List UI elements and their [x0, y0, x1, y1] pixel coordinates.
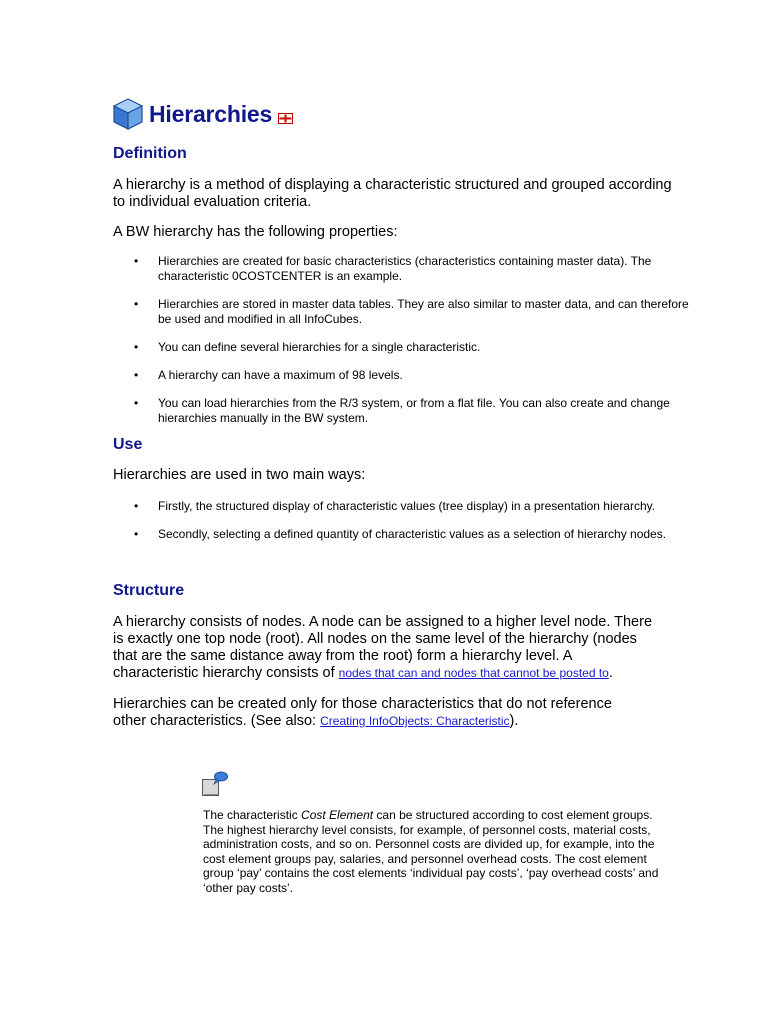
list-item: • Firstly, the structured display of characteristic values (tree display) in a presentation hierarchy. [134, 499, 656, 513]
use-paragraph: Hierarchies are used in two main ways: [113, 467, 366, 483]
note-icon [201, 770, 229, 798]
cube-icon [112, 97, 144, 131]
list-item: • Hierarchies are created for basic characteristics (characteristics containing master data). The characteristic 0COSTCENTER is an example. [134, 254, 652, 283]
section-heading-definition: Definition [113, 145, 187, 162]
properties-list [113, 254, 693, 439]
list-item: • A hierarchy can have a maximum of 98 levels. [134, 368, 403, 382]
list-item: • Hierarchies are stored in master data tables. They are also similar to master data, and can therefore be used and modified in all InfoCubes. [134, 297, 689, 326]
nodes-posting-link[interactable]: nodes that can and nodes that cannot be posted to [338, 666, 609, 680]
list-item: • Secondly, selecting a defined quantity of characteristic values as a selection of hierarchy nodes. [134, 527, 667, 541]
page-title: Hierarchies [149, 100, 273, 127]
definition-paragraph: A hierarchy is a method of displaying a characteristic structured and grouped according to individual evaluation criteria. [113, 177, 672, 210]
structure-paragraph-1: A hierarchy consists of nodes. A node can be assigned to a higher level node. There is exactly one top node (root). All nodes on the same level of the hierarchy (nodes that are the same distance away from the root) form a hierarchy level. A characteristic hierarchy consists of nodes that can and nodes that cannot be posted to. [113, 614, 653, 681]
section-heading-use: Use [113, 436, 143, 453]
use-list [113, 499, 693, 555]
list-item: • You can load hierarchies from the R/3 system, or from a flat file. You can also create and change hierarchies manually in the BW system. [134, 396, 670, 425]
properties-intro: A BW hierarchy has the following properties: [113, 224, 398, 240]
example-note: The characteristic Cost Element can be structured according to cost element groups. The highest hierarchy level consists, for example, of personnel costs, material costs, administration costs, and so on. Personnel costs are divided up, for example, into the cost element groups pay, salaries, and personnel overhead costs. The cost element group ‘pay’ contains the cost elements ‘individual pay costs’, ‘pay overhead costs’ and ‘other pay costs’. [203, 808, 659, 895]
structure-paragraph-2: Hierarchies can be created only for those characteristics that do not reference other characteristics. (See also: Creating InfoObjects: Characteristic). [113, 696, 612, 729]
list-item: • You can define several hierarchies for a single characteristic. [134, 340, 481, 354]
creating-infoobjects-link[interactable]: Creating InfoObjects: Characteristic [320, 714, 510, 728]
flag-icon[interactable] [278, 113, 293, 124]
section-heading-structure: Structure [113, 582, 185, 599]
title-row [112, 94, 293, 134]
